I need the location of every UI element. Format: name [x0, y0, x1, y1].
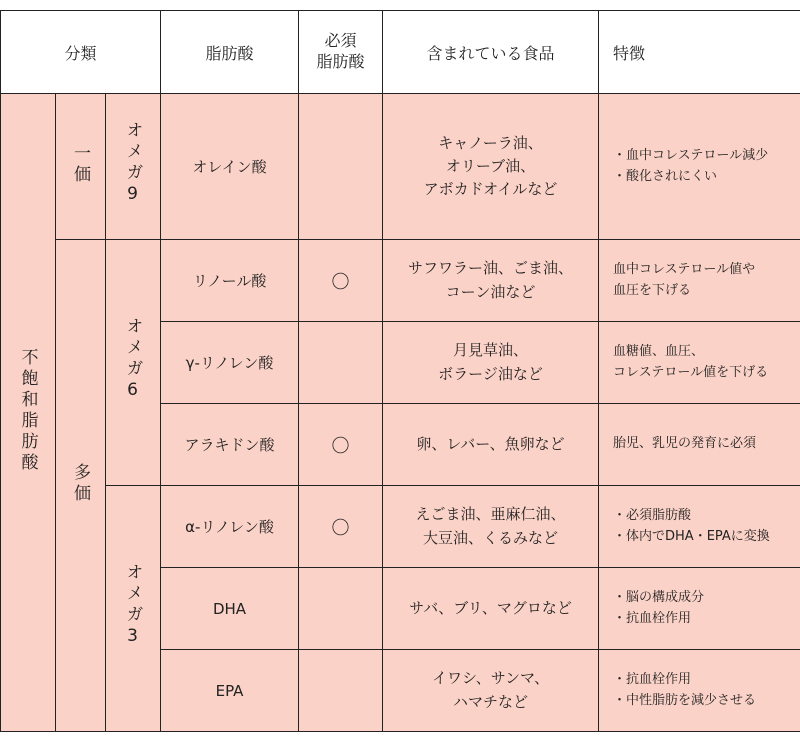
essential-mark — [299, 94, 383, 240]
acid-name: DHA — [161, 568, 299, 650]
acid-name: アラキドン酸 — [161, 404, 299, 486]
header-essential — [299, 11, 383, 94]
table-row — [1, 240, 800, 322]
features-cell: ・血中コレステロール減少 ・酸化されにくい — [599, 94, 800, 240]
group-omega6 — [106, 240, 161, 486]
group-omega3 — [106, 486, 161, 732]
table-row — [1, 94, 800, 240]
foods-cell: サバ、ブリ、マグロなど — [383, 568, 599, 650]
acid-name: γ-リノレン酸 — [161, 322, 299, 404]
foods-cell: キャノーラ油、 オリーブ油、 アボカドオイルなど — [383, 94, 599, 240]
header-foods: 含まれている食品 — [383, 11, 599, 94]
group-omega3-label: オメガ3 — [122, 563, 143, 650]
group-mono — [56, 94, 106, 240]
foods-cell: 月見草油、 ボラージ油など — [383, 322, 599, 404]
features-cell: ・抗血栓作用 ・中性脂肪を減少させる — [599, 650, 800, 732]
table-row — [1, 486, 800, 568]
foods-cell: サフワラー油、ごま油、 コーン油など — [383, 240, 599, 322]
acid-name: EPA — [161, 650, 299, 732]
features-cell: 血糖値、血圧、 コレステロール値を下げる — [599, 322, 800, 404]
acid-name: リノール酸 — [161, 240, 299, 322]
features-cell: ・必須脂肪酸 ・体内でDHA・EPAに変換 — [599, 486, 800, 568]
header-essential-label: 必須 脂肪酸 — [316, 31, 365, 71]
group-omega6-label: オメガ6 — [122, 317, 143, 404]
essential-mark — [299, 650, 383, 732]
acid-name: α-リノレン酸 — [161, 486, 299, 568]
foods-cell: 卵、レバー、魚卵など — [383, 404, 599, 486]
header-features: 特徴 — [599, 11, 800, 94]
fatty-acid-table — [0, 10, 800, 732]
header-fatty-acid: 脂肪酸 — [161, 11, 299, 94]
group-poly-label: 多価 — [70, 462, 90, 505]
essential-mark: 〇 — [299, 404, 383, 486]
foods-cell: えごま油、亜麻仁油、 大豆油、くるみなど — [383, 486, 599, 568]
features-cell: ・脳の構成成分 ・抗血栓作用 — [599, 568, 800, 650]
essential-mark: 〇 — [299, 486, 383, 568]
essential-mark — [299, 568, 383, 650]
group-unsaturated — [1, 94, 56, 732]
group-omega9-label: オメガ9 — [122, 121, 143, 208]
foods-cell: イワシ、サンマ、 ハマチなど — [383, 650, 599, 732]
features-cell: 血中コレステロール値や 血圧を下げる — [599, 240, 800, 322]
essential-mark: 〇 — [299, 240, 383, 322]
features-cell: 胎児、乳児の発育に必須 — [599, 404, 800, 486]
essential-mark — [299, 322, 383, 404]
group-unsaturated-label: 不飽和脂肪酸 — [17, 347, 38, 474]
acid-name: オレイン酸 — [161, 94, 299, 240]
header-row — [1, 11, 800, 94]
header-classification: 分類 — [1, 11, 161, 94]
group-omega9 — [106, 94, 161, 240]
group-poly — [56, 240, 106, 732]
group-mono-label: 一価 — [70, 143, 90, 186]
